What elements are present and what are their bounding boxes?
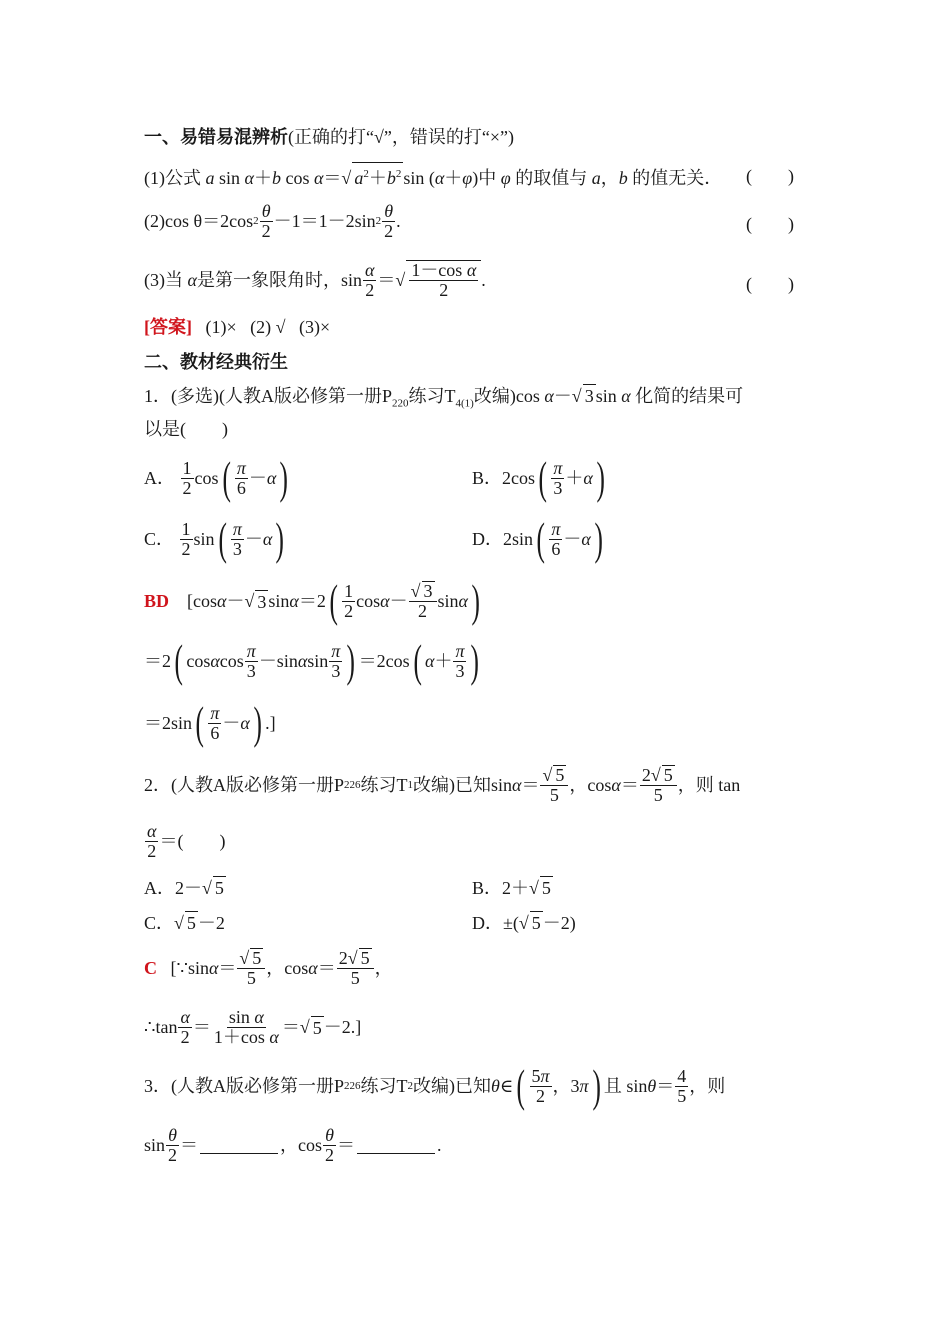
q1-stem-line2: 以是( ) (144, 419, 228, 439)
q1-option-a[interactable]: A． $\frac{1}{2}$ cos ( $\frac{\pi}{6}$ － α ) (144, 452, 289, 503)
section2-heading: 二、教材经典衍生 (144, 352, 288, 372)
item-1: (1)公式 a sin α＋b cos α＝√ $a^2+b^2$ sin (α＋φ)中 φ 的取值与 a，b 的值无关． (144, 162, 722, 189)
q1-solution-line1: BD [cos α － √ 3 sin α ＝2 ( $\frac{1}{2}$ cos α － $\frac{√ 3}{2}$ sin α ) (144, 575, 480, 626)
q1-option-d[interactable]: D．2sin ( $\frac{\pi}{6}$ － α ) (472, 513, 603, 564)
item-3-paren: ( ) (746, 274, 794, 294)
q1-option-c[interactable]: C． $\frac{1}{2}$ sin ( $\frac{\pi}{3}$ － α ) (144, 513, 285, 564)
item-2-paren: ( ) (746, 214, 794, 234)
q2-option-d[interactable]: D．±(√ 5 －2) (472, 913, 576, 933)
answer-label: [答案] (144, 317, 192, 337)
section1-heading-note: (正确的打“√”，错误的打“×”) (288, 127, 514, 147)
q3-stem-line2: sin $\frac{\theta}{2}$ ＝ ，cos $\frac{\theta}{2}$ ＝ . (144, 1124, 442, 1165)
q1-solution-line2: ＝2 ( cos α cos $\frac{\pi}{3}$ －sin α sin $\frac{\pi}{3}$ ) ＝2cos ( α ＋ $\frac{\pi}{3}$ ) (144, 635, 480, 686)
q2-solution-line1: C [∵sin α ＝ $\frac{√ 5}{5}$ ，cos α ＝ $\frac{2√ 5}{5}$ ， (144, 948, 393, 988)
section1-heading-line (144, 126, 514, 148)
q2-option-a[interactable]: A．2－√ 5 (144, 878, 224, 898)
q2-answer: C (144, 958, 157, 978)
section1-heading: 一、易错易混辨析 (144, 127, 288, 147)
item-2: (2) cos θ＝2cos 2 $\frac{\theta}{2}$ －1＝1－2sin 2 $\frac{\theta}{2}$ . (144, 200, 401, 241)
q1-stem: 1．(多选)(人教A版必修第一册$P_{220}$练习$T_{4(1)}$改编)cos α－√ 3 sin α 化简的结果可 (144, 386, 744, 410)
q3-blank-sin[interactable] (200, 1137, 278, 1154)
q1-solution-line3: ＝2sin ( $\frac{\pi}{6}$ － α ) .] (144, 697, 276, 748)
q2-stem: 2． (人教A版必修第一册P 226 练习T 1 改编) 已知 sin α ＝ $\frac{√ 5}{5}$ ，cos α ＝ $\frac{2√ 5}{5}$ ，则 tan (144, 765, 741, 805)
q2-stem-line2: $\frac{\alpha}{2}$ ＝( ) (147, 820, 226, 861)
answer-line: [答案] (1)× (2) √ (3)× (144, 317, 331, 337)
q2-solution-line2: ∴tan $\frac{\alpha}{2}$ ＝ $\frac{\text{sin α}}{\text{1＋cos α}}$ ＝ √ 5 －2.] (144, 1006, 362, 1047)
q1-answer: BD (144, 591, 170, 611)
q1-option-b[interactable]: B．2cos ( $\frac{\pi}{3}$ ＋ α ) (472, 452, 605, 503)
q2-option-c[interactable]: C．√ 5 －2 (144, 913, 225, 933)
item-3: (3) 当 α 是第一象限角时，sin $\frac{\alpha}{2}$ ＝ √ $\frac{\text{1－cos α}}{2}$ . (144, 259, 486, 300)
q3-stem: 3． (人教A版必修第一册P 226 练习T 2 改编) 已知 θ ∈ ( $\frac{5\pi}{2}$ ，3 π ) 且 sin θ ＝ $\frac{4}{5}$ ，则 (144, 1060, 726, 1111)
item-1-paren: ( ) (746, 166, 794, 186)
q2-option-b[interactable]: B．2＋√ 5 (472, 878, 551, 898)
q3-blank-cos[interactable] (357, 1137, 435, 1154)
